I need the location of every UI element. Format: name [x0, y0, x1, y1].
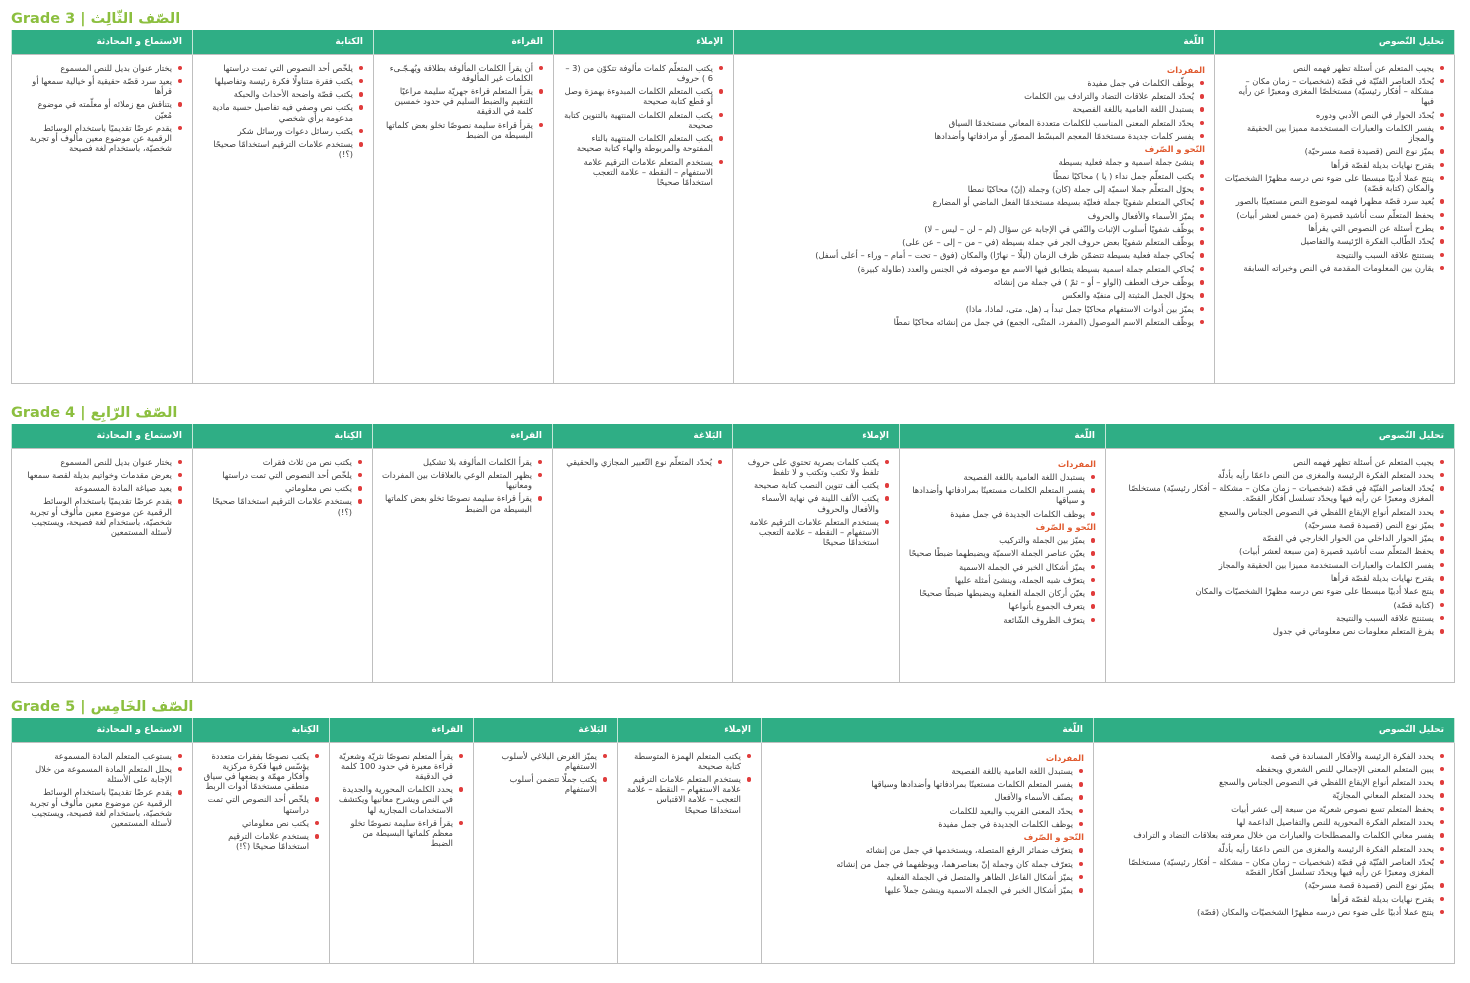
outcome-item: ينتج عملا أدبيًا مبسطا على ضوء نص درسه مظهرًا الشخصيّات والمكان: [1114, 586, 1445, 596]
outcome-item: يعيد صياغة المادة المسموعة: [20, 483, 183, 493]
outcome-item: يميّز بين الجملة والتركيب: [908, 535, 1096, 545]
outcome-list: [381, 457, 543, 514]
column-header: الكِتابة: [193, 718, 330, 742]
outcome-item: يحوّل الجمل المثبتة إلى منفيّة والعكس: [742, 290, 1205, 300]
outcome-item: يكتب قصّة واضحة الأحداث والحبكة: [201, 89, 364, 99]
grade-4-section: [11, 402, 1454, 683]
column-cell: [330, 742, 474, 963]
outcome-item: يلخّص أحد النصوص التي تمت دراستها: [201, 794, 320, 814]
outcome-item: يميّز نوع النص (قصيدة قصة مسرحيّة): [1223, 146, 1445, 156]
column-cell: [618, 742, 762, 963]
outcome-item: يحوّل المتعلّم جملا اسميّة إلى جملة (كان) وجملة (إنّ) محاكيًا نمطا: [742, 184, 1205, 194]
outcome-item: يُحدّد العناصر الفنّيّة في قصّة (شخصيات – زمان مكان – مشكلة – أفكار رئيسيّة) مستخلصًا المغزى ومعبرًا عن رأيه فيها ويحدّد تسلسل أفكار القصّة: [1102, 857, 1445, 877]
outcome-item: يكتب نص معلوماتي: [201, 483, 363, 493]
outcome-item: يستنتج علاقة السبب والنتيجة: [1223, 250, 1445, 260]
outcome-item: ينتج عملا أدبيًا على ضوء نص درسه مظهرًا الشخصيّات والمكان (قصّة): [1102, 907, 1445, 917]
outcome-item: يستبدل اللغة العامية باللغة الفصيحة: [908, 472, 1096, 482]
outcome-item: يميّز أشكال الفاعل الظاهر والمتصل في الجملة الفعلية: [770, 872, 1084, 882]
outcome-item: يكتب جملًا تتضمن أسلوب الاستفهام: [482, 774, 608, 794]
outcome-item: يُحدّد الحوار في النص الأدبي ودوره: [1223, 110, 1445, 120]
outcome-item: يكتب نص وصفي فيه تفاصيل حسية مادية مدعومة برأي شخصي: [201, 102, 364, 122]
outcome-item: يفسر المتعلم الكلمات مستعينًا بمرادفاتها وأضدادها وسياقها: [770, 779, 1084, 789]
column-header: الإملاء: [618, 718, 762, 742]
column-cell: [553, 448, 733, 682]
outcome-item: يميّز نوع النص (قصيدة قصة مسرحيّة): [1114, 520, 1445, 530]
column-cell: [374, 54, 554, 383]
outcome-item: يكتب فقرة متناولًا فكرة رئيسة وتفاصيلها: [201, 76, 364, 86]
outcome-item: يكتب المتعلم الكلمات المنتهية بالتنوين كتابة صحيحة: [562, 110, 724, 130]
outcome-item: يفسر الكلمات والعبارات المستخدمة مميزا بين الحقيقة والمجاز: [1223, 123, 1445, 143]
outcome-list: [1102, 751, 1445, 918]
outcome-item: يوظف الكلمات الجديدة في جمل مفيدة: [770, 819, 1084, 829]
outcome-item: يقرأ قراءة سليمة نصوصًا تخلو بعض كلماتها البسيطة من الضبط: [381, 493, 543, 513]
column-cell: [762, 742, 1094, 963]
column-cell: [554, 54, 734, 383]
outcome-list: [741, 457, 890, 548]
outcome-list: [382, 63, 544, 141]
subsection-heading: المفردات: [1057, 458, 1096, 469]
outcome-item: يستوعب المتعلم المادة المسموعة: [20, 751, 183, 761]
outcome-item: يفرغ المتعلم معلومات نص معلوماتي في جدول: [1114, 626, 1445, 636]
grade-table: [11, 30, 1455, 384]
outcome-item: يتعرّف جملة كان وجملة إنّ بعناصرهما، ويوظفهما في جمل من إنشائه: [770, 859, 1084, 869]
outcome-item: يستخدم علامات الترقيم استخدامًا صحيحًا (؟!): [201, 831, 320, 851]
column-header: الاستماع و المحادثة: [12, 424, 193, 448]
column-header: اللّغة: [900, 424, 1106, 448]
outcome-item: يميّز أشكال الخبر في الجملة الاسمية: [908, 562, 1096, 572]
column-header: تحليل النّصوص: [1106, 424, 1455, 448]
outcome-item: يكتب المتعلم الكلمات المنتهية بالتاء المفتوحة والمربوطة والهاء كتابة صحيحة: [562, 133, 724, 153]
column-header: البَلاغة: [474, 718, 618, 742]
column-cell: [734, 54, 1215, 383]
grade-title: Grade 4 | الصّف الرّابِع: [11, 405, 178, 421]
outcome-item: يفسر كلمات جديدة مستخدمًا المعجم المبسّط المصوّر أو مرادفاتها وأضدادها: [742, 131, 1205, 141]
outcome-item: يحدد المتعلم أنواع الإيقاع اللفظي في النصوص الجناس والسجع: [1102, 777, 1445, 787]
outcome-item: يُحدّد الطّالب الفكرة الرّئيسة والتفاصيل: [1223, 236, 1445, 246]
outcome-item: يتعرّف الظروف الشّائعة: [908, 615, 1096, 625]
outcome-item: يحفظ المتعلم تسع نصوص شعريّة من سبعة إلى عشر أبيات: [1102, 804, 1445, 814]
outcome-item: ينتج عملا أدبيًا مبسطا على ضوء نص درسه مظهرًا الشخصيّات والمكان (كتابة قصّة): [1223, 173, 1445, 193]
subsection-heading: المفردات: [1045, 752, 1084, 763]
outcome-item: يستبدل اللغة العامية باللغة الفصيحة: [770, 766, 1084, 776]
column-cell: [12, 742, 193, 963]
column-header: اللّغة: [762, 718, 1094, 742]
outcome-list: [201, 457, 363, 517]
outcome-item: يفسر معاني الكلمات والمصطلحات والعبارات من خلال معرفته بعلاقات التضاد و الترادف: [1102, 830, 1445, 840]
column-header: القراءة: [330, 718, 474, 742]
outcome-item: يُحاكي المتعلم شفويًا جملة فعليّة بسيطة مستخدمًا الفعل الماضي أو المضارع: [742, 197, 1205, 207]
outcome-item: يحدد المتعلم الفكرة المحورية للنص والتفاصيل الداعمة لها: [1102, 817, 1445, 827]
outcome-item: يكتب رسائل دعوات ورسائل شكر: [201, 126, 364, 136]
outcome-item: يحفظ المتعلّم ست أناشيد قصيرة (من سبعة لعشر أبيات): [1114, 546, 1445, 556]
outcome-list: [20, 457, 183, 538]
column-cell: [1094, 742, 1455, 963]
outcome-item: يُعيد سرد قصّة مظهرا فهمه لموضوع النص مستعينًا بالصور: [1223, 196, 1445, 206]
outcome-item: يلخّص أحد النصوص التي تمت دراستها: [201, 63, 364, 73]
outcome-item: يميّز الغرض البلاغي لأسلوب الاستفهام: [482, 751, 608, 771]
column-header: الاستماع و المحادثة: [12, 718, 193, 742]
outcome-item: يكتب كلمات بصرية تحتوي على حروف تلفظ ولا تكتب وتكتب و لا تلفظ: [741, 457, 890, 477]
outcome-item: يختار عنوان بديل للنص المسموع: [20, 63, 183, 73]
outcome-item: يقرأ المتعلم نصوصًا نثريّة وشعريّة قراءة معبرة في حدود 100 كلمة في الدقيقة: [338, 751, 464, 782]
outcome-item: يعيّن أركان الجملة الفعلية ويضبطها ضبطًا صحيحًا: [908, 588, 1096, 598]
outcome-item: يكتب ألف تنوين النصب كتابة صحيحة: [741, 480, 890, 490]
outcome-item: يوظّف المتعلم الاسم الموصول (المفرد، المثنّى، الجمع) في جمل من إنشائه محاكيًا نمطًا: [742, 317, 1205, 327]
outcome-item: يستخدم المتعلم علامات الترقيم علامة الاستفهام – النقطة – علامة التعجب استخدامًا صحيحًا: [741, 517, 890, 548]
column-header: الكِتابة: [193, 424, 373, 448]
outcome-item: يقترح نهايات بديلة لقصّة قرأها: [1102, 894, 1445, 904]
outcome-item: يقارن بين المعلومات المقدمة في النص وخبراته السابقة: [1223, 263, 1445, 273]
outcome-list: [742, 65, 1205, 328]
outcome-item: يتعرّف ضمائر الرفع المتصلة، ويستخدمها في جمل من إنشائه: [770, 845, 1084, 855]
outcome-item: يوظّف شفويًا أسلوب الإثبات والنّفي في الإجابة عن سؤال (لم – لن – ليس – لا): [742, 224, 1205, 234]
column-cell: [193, 742, 330, 963]
subsection-heading: النّحو و الصّرف: [1144, 144, 1205, 155]
outcome-item: يفسر المتعلم الكلمات مستعينًا بمرادفاتها وأضدادها و سياقها: [908, 485, 1096, 505]
grade-table: [11, 718, 1455, 964]
column-cell: [12, 448, 193, 682]
outcome-item: يميّز بين أدوات الاستفهام محاكيًا جمل تبدأ بـ (هل، متى، لماذا، ماذا): [742, 304, 1205, 314]
outcome-item: يميّز أشكال الخبر في الجملة الاسمية وينشئ جملاً عليها: [770, 885, 1084, 895]
outcome-item: يقدم عرضًا تقديميًا باستخدام الوسائط الرقمية عن موضوع معين مألوف أو تجربة شخصيّة، باستخدام لغة فصيحة: [20, 123, 183, 154]
outcome-item: يكتب المتعلّم جمل نداء ( يا ) محاكيًا نمطًا: [742, 171, 1205, 181]
outcome-item: يستخدم المتعلم علامات الترقيم علامة الاستفهام – النقطة – علامة التعجب – علامة الاقتباس استخدامًا صحيحًا: [626, 774, 752, 815]
column-cell: [1106, 448, 1455, 682]
subsection-heading: النّحو و الصّرف: [1023, 832, 1084, 843]
outcome-item: يقرأ المتعلم قراءة جهريّة سليمة مراعيًا التنغيم والضبط السليم في حدود خمسين كلمة في الدقيقة: [382, 86, 544, 117]
outcome-item: يطرح أسئلة عن النصوص التي يقرأها: [1223, 223, 1445, 233]
grade-table: [11, 424, 1455, 683]
outcome-item: يُحدّد المتعلّم نوع التّعبير المجازي والحقيقي: [561, 457, 723, 467]
column-header: تحليل النّصوص: [1094, 718, 1455, 742]
outcome-item: يقترح نهايات بديلة لقصّة قرأها: [1223, 160, 1445, 170]
outcome-item: يقدم عرضًا تقديميًا باستخدام الوسائط الرقمية عن موضوع معين مألوف أو تجربة شخصيّة، باستخدام لغة فصيحة، ويستجيب لأسئلة المستمعين: [20, 787, 183, 828]
column-header: الكتابة: [193, 30, 374, 54]
outcome-list: [908, 459, 1096, 625]
outcome-item: يعيد سرد قصّة حقيقية أو خيالية سمعها أو قرأها: [20, 76, 183, 96]
outcome-list: [1114, 457, 1445, 637]
outcome-item: يحدد الفكرة الرئيسة والأفكار المساندة في قصة: [1102, 751, 1445, 761]
outcome-list: [562, 63, 724, 188]
column-header: الإملاء: [733, 424, 900, 448]
outcome-item: يكتب نص من ثلاث فقرات: [201, 457, 363, 467]
outcome-item: يستنتج علاقة السبب والنتيجة: [1114, 613, 1445, 623]
subsection-heading: النّحو و الصّرف: [1035, 521, 1096, 532]
subsection-heading: المفردات: [1166, 64, 1205, 75]
outcome-item: يعيّن عناصر الجملة الاسميّة ويضبطهما ضبطًا صحيحًا: [908, 548, 1096, 558]
column-header: الاستماع و المحادثة: [12, 30, 193, 54]
outcome-item: ينشئ جملة اسمية و جملة فعلية بسيطة: [742, 157, 1205, 167]
outcome-item: يميّز الحوار الداخلي من الحوار الخارجي في القصّة: [1114, 533, 1445, 543]
outcome-item: يحدد المتعلم المعاني المجازيّة: [1102, 790, 1445, 800]
grade-3-section: [11, 8, 1454, 384]
outcome-item: أن يقرأ الكلمات المألوفة بطلاقة ويُهـجّـىء الكلمات غير المألوفة: [382, 63, 544, 83]
column-cell: [193, 448, 373, 682]
grade-title: Grade 3 | الصّف الثّالِث: [11, 11, 181, 27]
outcome-list: [20, 63, 183, 154]
column-cell: [193, 54, 374, 383]
outcome-item: يفسر الكلمات والعبارات المستخدمة مميزا بين الحقيقة والمجاز: [1114, 560, 1445, 570]
outcome-list: [626, 751, 752, 815]
outcome-list: [482, 751, 608, 795]
column-cell: [373, 448, 553, 682]
outcome-item: يتعرّف شبه الجملة، وينشئ أمثلة عليها: [908, 575, 1096, 585]
outcome-item: يحفظ المتعلّم ست أناشيد قصيرة (من خمس لعشر أبيات): [1223, 210, 1445, 220]
outcome-item: يجيب المتعلم عن أسئلة تظهر فهمه النص: [1223, 63, 1445, 73]
outcome-item: يميّز الأسماء والأفعال والحروف: [742, 211, 1205, 221]
outcome-list: [1223, 63, 1445, 274]
outcome-item: يقترح نهايات بديلة لقصّة قرأها: [1114, 573, 1445, 583]
outcome-item: يكتب المتعلّم كلمات مألوفة تتكوّن من (3 – 6 ) حروف: [562, 63, 724, 83]
outcome-item: يُحدّد المتعلم علاقات التضاد والترادف بين الكلمات: [742, 91, 1205, 101]
outcome-item: يكتب المتعلم الهمزة المتوسطة كتابة صحيحة: [626, 751, 752, 771]
column-header: الإملاء: [554, 30, 734, 54]
grade-5-section: [11, 696, 1454, 964]
column-cell: [900, 448, 1106, 682]
outcome-item: يستخدم علامات الترقيم استخدامًا صحيحًا (؟!): [201, 496, 363, 516]
outcome-item: يستخدم علامات الترقيم استخدامًا صحيحًا (؟!): [201, 139, 364, 159]
column-header: تحليل النّصوص: [1215, 30, 1455, 54]
outcome-item: يُحاكي جملة فعلية بسيطة تتضمّن ظرف الزمان (ليلًا – نهارًا) والمكان (فوق – تحت – أمام – وراء – أعلى أسفل): [742, 250, 1205, 260]
outcome-item: يلخّص أحد النصوص التي تمت دراستها: [201, 470, 363, 480]
outcome-item: يبين المتعلم المعنى الإجمالي للنص الشعري ويحفظه: [1102, 764, 1445, 774]
outcome-item: يتعرف الجموع بأنواعها: [908, 601, 1096, 611]
column-cell: [1215, 54, 1455, 383]
outcome-item: يحدد المتعلم أنواع الإيقاع اللفظي في النصوص الجناس والسجع: [1114, 507, 1445, 517]
outcome-list: [201, 63, 364, 160]
outcome-item: يميّز نوع النص (قصيدة قصة مسرحيّة): [1102, 880, 1445, 890]
outcome-list: [561, 457, 723, 467]
outcome-item: يكتب نصوصًا بفقرات متعددة يؤسّس فيها فكرة مركزية وأفكار مهمّة و يضعها في سياق منطقي مستخدمًا أدوات الربط: [201, 751, 320, 792]
outcome-item: يستبدل اللغة العامية باللغة الفصيحة: [742, 104, 1205, 114]
outcome-item: يحدد المتعلم الفكرة الرئيسة والمغزى من النص داعمًا رأيه بأدلّة: [1114, 470, 1445, 480]
column-cell: [474, 742, 618, 963]
outcome-item: يصنّف الأسماء والأفعال: [770, 792, 1084, 802]
column-header: اللّغة: [734, 30, 1215, 54]
outcome-item: يكتب المتعلم الكلمات المبدوءة بهمزة وصل أو قطع كتابة صحيحة: [562, 86, 724, 106]
outcome-item: يحدد المتعلم الفكرة الرئيسة والمغزى من النص داعمًا رأيه بأدلّة: [1102, 844, 1445, 854]
outcome-list: [201, 751, 320, 852]
outcome-item: يقرأ قراءة سليمة نصوصًا تخلو معظم كلماتها البسيطة من الضبط: [338, 818, 464, 849]
column-header: القراءة: [373, 424, 553, 448]
outcome-item: يحدد الكلمات المحورية والجديدة في النص ويشرح معانيها ويكتشف الاستخدامات المجازية لها: [338, 784, 464, 815]
column-cell: [733, 448, 900, 682]
outcome-item: يعرض مقدمات وخواتيم بديلة لقصة سمعها: [20, 470, 183, 480]
outcome-item: يحدّد المعنى القريب والبعيد للكلمات: [770, 806, 1084, 816]
outcome-item: يتناقش مع زملائه أو معلّمته في موضوع مُعيّن: [20, 99, 183, 119]
outcome-item: يُحاكي المتعلم جملة اسمية بسيطة يتطابق فيها الاسم مع موصوفه في الجنس والعدد (طاولة كبيرة): [742, 264, 1205, 274]
outcome-item: يختار عنوان بديل للنص المسموع: [20, 457, 183, 467]
outcome-item: يُحدّد العناصر الفنّيّة في قصّة (شخصيات – زمان مكان – مشكلة – أفكار رئيسيّة) مستخلصًا المغزى ومعبرًا عن رأيه فيها: [1223, 76, 1445, 107]
outcome-item: يوظّف الكلمات في جمل مفيدة: [742, 78, 1205, 88]
outcome-list: [770, 753, 1084, 896]
outcome-item: يحدّد المتعلم المعنى المناسب للكلمات متعددة المعاني مستخدمًا السياق: [742, 118, 1205, 128]
outcome-item: يقدم عرضًا تقديميًا باستخدام الوسائط الرقمية عن موضوع معين مألوف أو تجربة شخصيّة، باستخدام لغة فصيحة، ويستجيب لأسئلة المستمعين: [20, 496, 183, 537]
outcome-item: يكتب الألف اللينة في نهاية الأسماء والأفعال والحروف: [741, 493, 890, 513]
outcome-item: يحلل المتعلم المادة المسموعة من خلال الإجابة على الأسئلة: [20, 764, 183, 784]
outcome-item: يُحدّد العناصر الفنّيّة في قصّة (شخصيات – زمان مكان – مشكلة – أفكار رئيسيّة) مستخلصًا المغزى ومعبرًا عن رأيه فيها ويحدّد تسلسل أفكار القصّة.: [1114, 483, 1445, 503]
outcome-list: [338, 751, 464, 849]
outcome-item: (كتابة قصّة): [1114, 600, 1445, 610]
outcome-item: يوظّف حرف العطف (الواو – أو – ثمّ ) في جملة من إنشائه: [742, 277, 1205, 287]
outcome-item: يجيب المتعلم عن أسئلة تظهر فهمه النص: [1114, 457, 1445, 467]
outcome-item: يظهر المتعلم الوعي بالعلاقات بين المفردات ومعانيها: [381, 470, 543, 490]
outcome-list: [20, 751, 183, 829]
outcome-item: يوظّف المتعلم شفويًا بعض حروف الجر في جملة بسيطة (في – من – إلى – عن على): [742, 237, 1205, 247]
outcome-item: يقرأ قراءة سليمة نصوصًا تخلو بعض كلماتها البسيطة من الضبط: [382, 120, 544, 140]
outcome-item: يقرأ الكلمات المألوفة بلا تشكيل: [381, 457, 543, 467]
outcome-item: يستخدم المتعلم علامات الترقيم علامة الاستفهام – النقطة – علامة التعجب استخدامًا صحيحًا: [562, 157, 724, 188]
outcome-item: يوظف الكلمات الجديدة في جمل مفيدة: [908, 509, 1096, 519]
column-header: البَلاغة: [553, 424, 733, 448]
column-header: القراءة: [374, 30, 554, 54]
grade-title: Grade 5 | الصّف الخَامِس: [11, 699, 194, 715]
outcome-item: يكتب نص معلوماتي: [201, 818, 320, 828]
column-cell: [12, 54, 193, 383]
